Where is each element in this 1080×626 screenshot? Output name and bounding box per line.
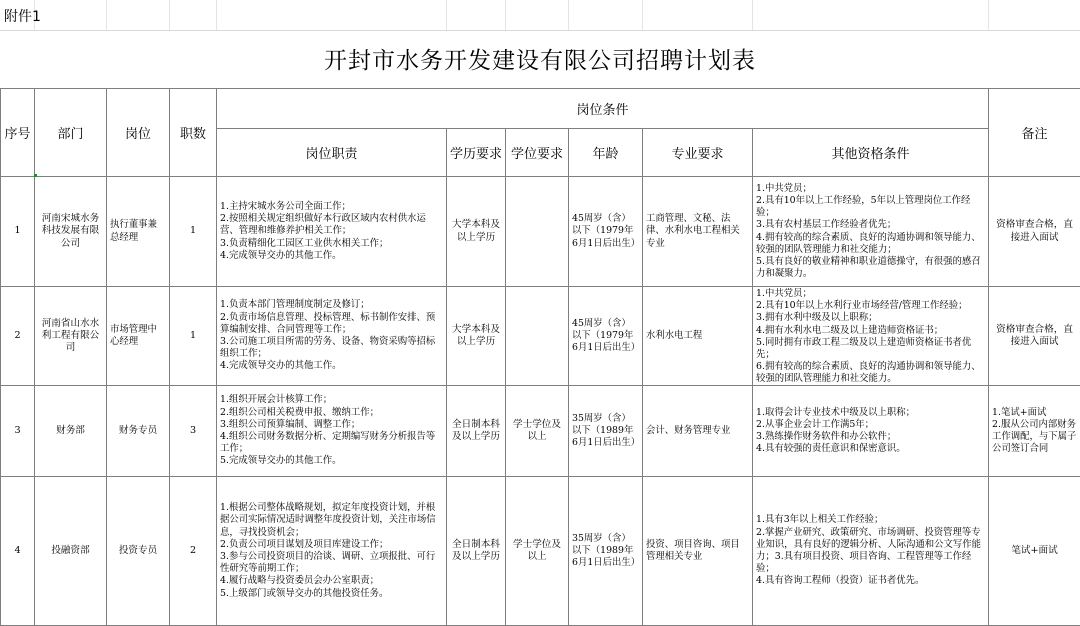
duty-line: 4.组织公司财务数据分析、定期编写财务分析报告等工作；: [220, 431, 443, 455]
row-post: 市场管理中心经理: [107, 287, 170, 386]
attachment-label: 附件1: [4, 6, 41, 26]
row-other: [753, 386, 989, 477]
other-line: 1.取得会计专业技术中级及以上职称；: [756, 407, 985, 419]
row-other: [753, 477, 989, 626]
header-dept: 部门: [35, 89, 107, 177]
grid-line: [568, 0, 569, 30]
duty-line: 1.负责本部门管理制度制定及修订；: [220, 299, 443, 311]
row-seq: 1: [1, 177, 35, 287]
header-duty: 岗位职责: [217, 129, 447, 177]
row-seq: 3: [1, 386, 35, 477]
row-remark: 资格审查合格，直接进入面试: [989, 287, 1080, 386]
other-line: 3.熟练操作财务软件和办公软件；: [756, 431, 985, 443]
other-line: 1.中共党员；: [756, 183, 985, 195]
duty-line: 2.组织公司相关税费申报、缴纳工作；: [220, 407, 443, 419]
row-degree: 学士学位及以上: [506, 477, 569, 626]
row-duties: [217, 386, 447, 477]
row-seq: 4: [1, 477, 35, 626]
row-count: 1: [170, 177, 217, 287]
row-dept: 财务部: [35, 386, 107, 477]
header-seq: 序号: [1, 89, 35, 177]
row-major: 水利水电工程: [643, 287, 753, 386]
other-clip: [756, 288, 985, 384]
duty-line: 5.上级部门或领导交办的其他投资任务。: [220, 588, 443, 600]
header-degree: 学位要求: [506, 129, 569, 177]
row-dept: 投融资部: [35, 477, 107, 626]
row-duties: [217, 177, 447, 287]
other-line: 2.具有10年以上工作经验，5年以上管理岗位工作经验；: [756, 195, 985, 219]
other-line: 2.掌握产业研究、政策研究、市场调研、投资管理等专业知识，具有良好的逻辑分析、人际沟通和公文写作能力；3.具有项目投资、项目咨询、工程管理等工作经验；: [756, 527, 985, 576]
row-dept: 河南省山水水利工程有限公司: [35, 287, 107, 386]
other-line: 2.从事企业会计工作满5年；: [756, 419, 985, 431]
other-line: 6.拥有较高的综合素质、良好的沟通协调和领导能力、较强的团队管理能力和社交能力。: [756, 361, 985, 384]
grid-line: [505, 0, 506, 30]
grid-line: [988, 0, 989, 30]
header-conditions: 岗位条件: [217, 89, 989, 129]
remark-line: 2.服从公司内部财务工作调配，与下属子公司签订合同: [992, 419, 1077, 456]
row-post: 投资专员: [107, 477, 170, 626]
row-count: 3: [170, 386, 217, 477]
grid-line: [106, 0, 107, 30]
row-count: 1: [170, 287, 217, 386]
duty-line: 2.按照相关规定组织做好本行政区域内农村供水运营、管理和维修养护相关工作；: [220, 213, 443, 237]
other-line: 4.拥有水利水电二级及以上建造师资格证书；: [756, 325, 985, 337]
duty-line: 1.组织开展会计核算工作；: [220, 394, 443, 406]
other-line: 2.具有10年以上水利行业市场经营/管理工作经验；: [756, 300, 985, 312]
row-remark: [989, 386, 1080, 477]
other-line: 3.具有农村基层工作经验者优先；: [756, 219, 985, 231]
grid-line: [752, 0, 753, 30]
header-major: 专业要求: [643, 129, 753, 177]
row-age: 45周岁（含）以下（1979年6月1日后出生）: [569, 287, 643, 386]
other-line: 1.具有3年以上相关工作经验；: [756, 514, 985, 526]
duty-line: 4.完成领导交办的其他工作。: [220, 360, 443, 372]
other-line: 4.具有咨询工程师（投资）证书者优先。: [756, 575, 985, 587]
grid-line: [216, 0, 217, 30]
row-post: 财务专员: [107, 386, 170, 477]
other-line: 5.具有良好的敬业精神和职业道德操守，有很强的感召力和凝聚力。: [756, 256, 985, 280]
header-age: 年龄: [569, 129, 643, 177]
other-line: 4.拥有较高的综合素质、良好的沟通协调和领导能力、较强的团队管理能力和社交能力；: [756, 232, 985, 256]
duty-line: 3.公司施工项目所需的劳务、设备、物资采购等招标组织工作；: [220, 336, 443, 360]
table-row: [1, 386, 1080, 477]
row-dept: 河南宋城水务科技发展有限公司: [35, 177, 107, 287]
title-bar-grid: [0, 0, 1080, 31]
row-remark: 笔试+面试: [989, 477, 1080, 626]
row-age: 35周岁（含）以下（1989年6月1日后出生）: [569, 477, 643, 626]
other-line: 4.具有较强的责任意识和保密意识。: [756, 443, 985, 455]
header-other: 其他资格条件: [753, 129, 989, 177]
row-edu: 全日制本科及以上学历: [447, 477, 506, 626]
row-edu: 大学本科及以上学历: [447, 287, 506, 386]
row-age: 45周岁（含）以下（1979年6月1日后出生）: [569, 177, 643, 287]
page-title: 开封市水务开发建设有限公司招聘计划表: [0, 42, 1080, 75]
row-duties: [217, 477, 447, 626]
header-edu: 学历要求: [447, 129, 506, 177]
duty-line: 3.负责精细化工园区工业供水相关工作；: [220, 238, 443, 250]
row-post: 执行董事兼总经理: [107, 177, 170, 287]
remark-line: 1.笔试+面试: [992, 407, 1077, 419]
duty-line: 1.根据公司整体战略规划，拟定年度投资计划，并根据公司实际情况适时调整年度投资计划，关注市场信息，寻找投资机会；: [220, 502, 443, 539]
header-remark: 备注: [989, 89, 1080, 177]
duty-line: 2.负责公司项目谋划及项目库建设工作；: [220, 539, 443, 551]
row-other: [753, 287, 989, 386]
other-line: 1.中共党员；: [756, 288, 985, 300]
grid-line: [169, 0, 170, 30]
table-row: [1, 477, 1080, 626]
row-age: 35周岁（含）以下（1989年6月1日后出生）: [569, 386, 643, 477]
table-row: [1, 287, 1080, 386]
row-degree: 学士学位及以上: [506, 386, 569, 477]
recruitment-plan-table: [0, 88, 1080, 626]
other-line: 5.同时拥有市政工程二级及以上建造师资格证书者优先；: [756, 337, 985, 361]
row-duties: [217, 287, 447, 386]
other-line: 3.拥有水利中级及以上职称；: [756, 312, 985, 324]
table-row: [1, 177, 1080, 287]
row-major: 投资、项目咨询、项目管理相关专业: [643, 477, 753, 626]
grid-line: [446, 0, 447, 30]
duty-line: 2.负责市场信息管理、投标管理、标书制作安排、预算编制安排、合同管理等工作；: [220, 312, 443, 336]
header-count: 职数: [170, 89, 217, 177]
row-degree: [506, 287, 569, 386]
row-remark: 资格审查合格，直接进入面试: [989, 177, 1080, 287]
row-other: [753, 177, 989, 287]
row-major: 工商管理、文秘、法律、水利水电工程相关专业: [643, 177, 753, 287]
grid-line: [642, 0, 643, 30]
duty-line: 5.完成领导交办的其他工作。: [220, 455, 443, 467]
duty-line: 4.履行战略与投资委员会办公室职责；: [220, 575, 443, 587]
cell-selection-marker: [34, 174, 37, 177]
header-post: 岗位: [107, 89, 170, 177]
duty-line: 3.参与公司投资项目的洽谈、调研、立项报批、可行性研究等前期工作；: [220, 551, 443, 575]
row-edu: 全日制本科及以上学历: [447, 386, 506, 477]
row-degree: [506, 177, 569, 287]
duty-line: 1.主持宋城水务公司全面工作；: [220, 201, 443, 213]
duty-line: 4.完成领导交办的其他工作。: [220, 250, 443, 262]
row-seq: 2: [1, 287, 35, 386]
row-count: 2: [170, 477, 217, 626]
row-edu: 大学本科及以上学历: [447, 177, 506, 287]
row-major: 会计、财务管理专业: [643, 386, 753, 477]
duty-line: 3.组织公司预算编制、调整工作；: [220, 419, 443, 431]
